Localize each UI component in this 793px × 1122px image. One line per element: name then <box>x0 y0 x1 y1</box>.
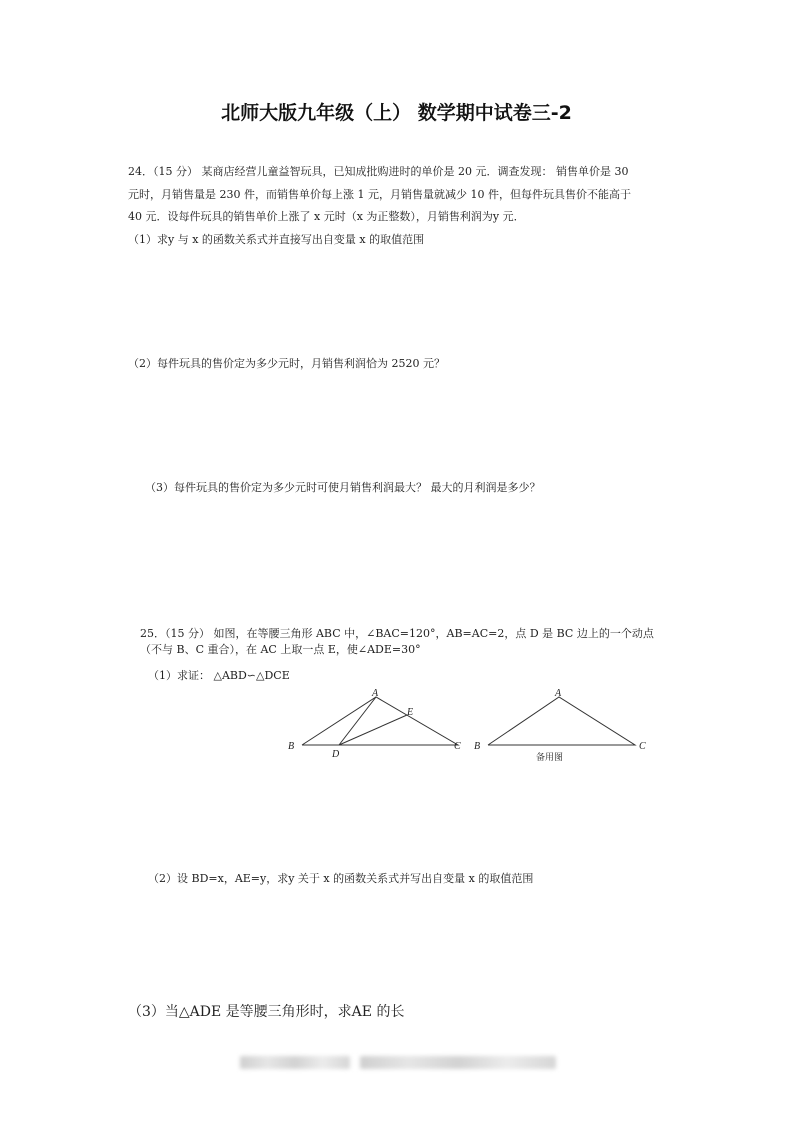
q24-stem-line1: 24．（15 分） 某商店经营儿童益智玩具，已知成批购进时的单价是 20 元．调查发现： 销售单价是 30 <box>128 165 629 178</box>
spare-caption: 备用图 <box>536 753 564 763</box>
q25-part1: （1）求证： △ABD∽△DCE <box>148 669 290 682</box>
segment-de <box>339 715 407 745</box>
q25-part2: （2）设 BD=x，AE=y，求y 关于 x 的函数关系式并写出自变量 x 的取值范围 <box>148 872 534 885</box>
label-a: A <box>372 688 379 699</box>
q24-stem-line3: 40 元．设每件玩具的销售单价上涨了 x 元时（x 为正整数），月销售利润为y 元． <box>128 210 525 223</box>
label-c: C <box>454 741 461 752</box>
blurred-footer-right <box>360 1056 556 1069</box>
q25-stem-line2: （不与 B、C 重合），在 AC 上取一点 E，使∠ADE=30° <box>140 643 421 656</box>
spare-label-a: A <box>555 688 562 699</box>
figure-main <box>288 688 461 760</box>
q24-part1: （1）求y 与 x 的函数关系式并直接写出自变量 x 的取值范围 <box>128 233 425 246</box>
label-e: E <box>407 707 414 718</box>
blurred-footer-left <box>240 1056 350 1069</box>
q24-part3: （3）每件玩具的售价定为多少元时可使月销售利润最大？ 最大的月利润是多少？ <box>145 481 541 494</box>
page-title: 北师大版九年级（上） 数学期中试卷三-2 <box>221 102 572 124</box>
spare-label-b: B <box>474 741 481 752</box>
label-b: B <box>288 741 295 752</box>
triangle-figures <box>280 685 660 770</box>
q24-part2: （2）每件玩具的售价定为多少元时，月销售利润恰为 2520 元？ <box>128 357 445 370</box>
segment-ad <box>339 697 376 745</box>
figure-spare <box>474 688 646 763</box>
q25-part3: （3）当△ADE 是等腰三角形时，求AE 的长 <box>128 1004 405 1020</box>
triangle-abc <box>302 697 458 745</box>
spare-triangle-abc <box>488 697 635 745</box>
label-d: D <box>332 749 340 760</box>
spare-label-c: C <box>639 741 646 752</box>
q25-stem-line1: 25．（15 分） 如图，在等腰三角形 ABC 中，∠BAC=120°，AB=AC=2，点 D 是 BC 边上的一个动点 <box>140 627 654 640</box>
q24-stem-line2: 元时，月销售量是 230 件，而销售单价每上涨 1 元，月销售量就减少 10 件，但每件玩具售价不能高于 <box>128 188 631 201</box>
